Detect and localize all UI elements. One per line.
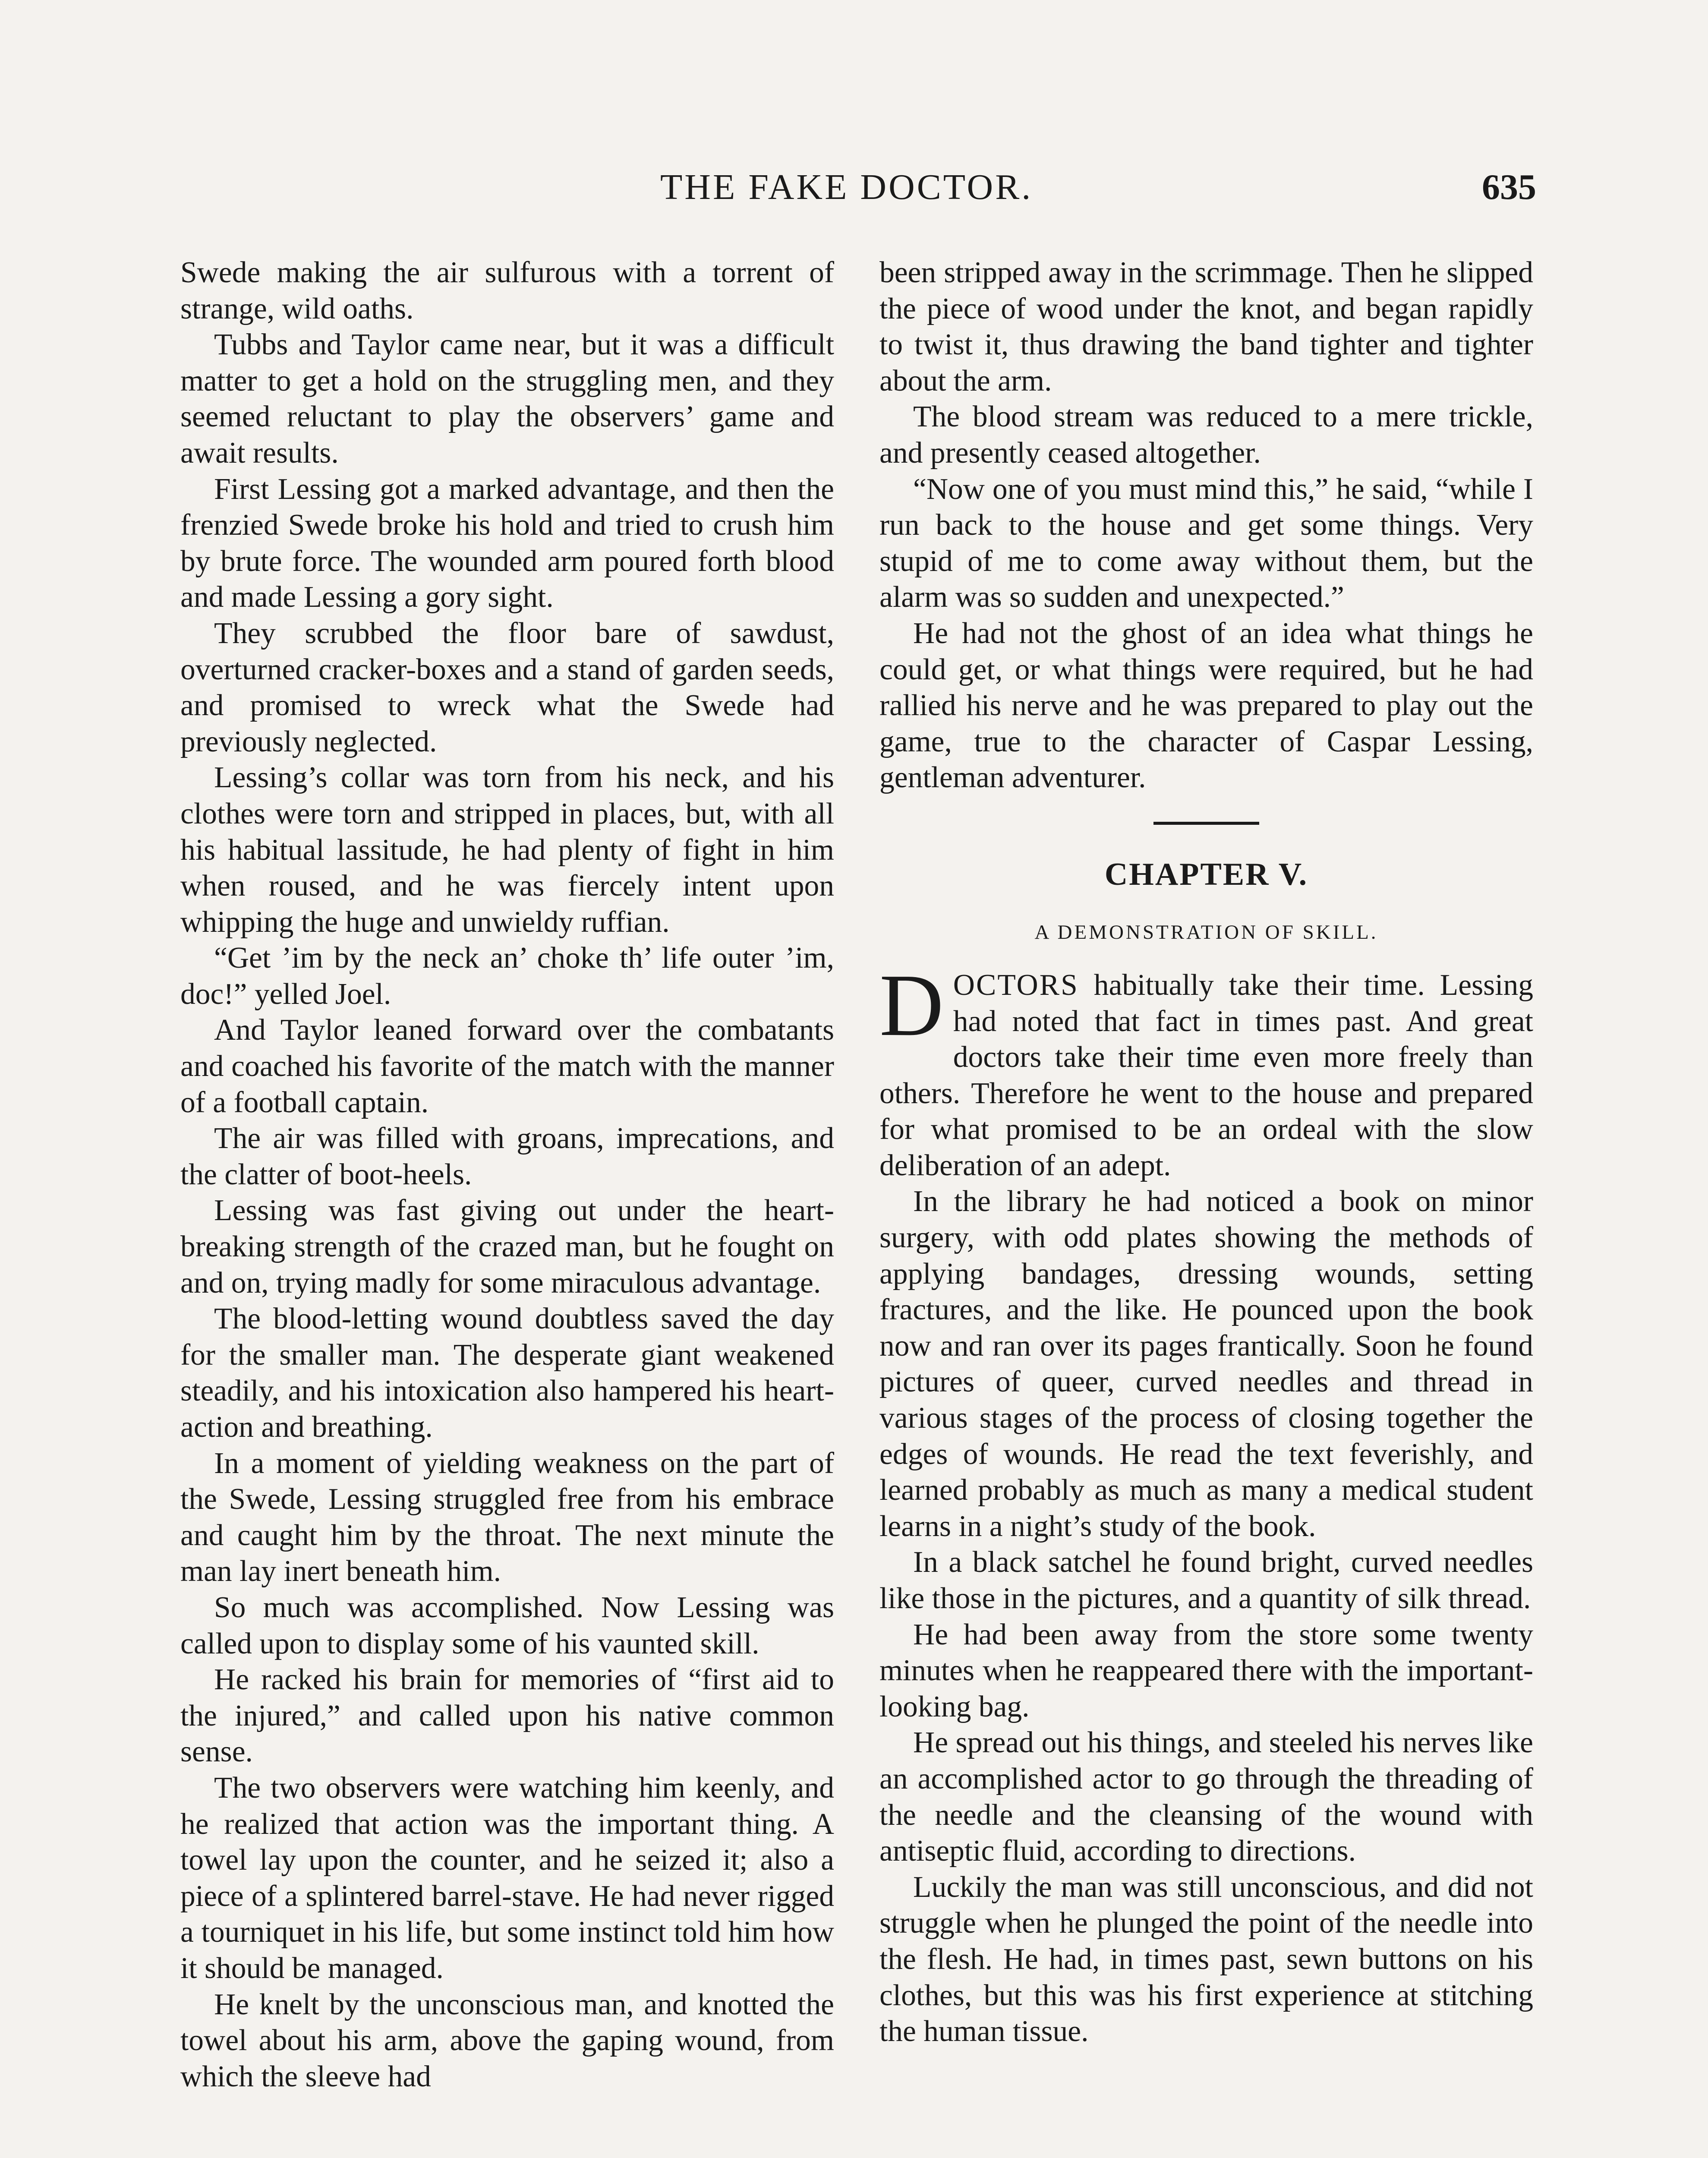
paragraph: In a moment of yielding weakness on the part of the Swede, Lessing struggled free from his embrace and caught him by the throat. The next minute the man lay inert beneath him. bbox=[180, 1446, 834, 1588]
paragraph: The blood-letting wound doubtless saved the day for the smaller man. The desperate giant weakened steadily, and his intoxication also hampered his heart-action and breathing. bbox=[180, 1302, 834, 1444]
paragraph: Lessing was fast giving out under the heart-breaking strength of the crazed man, but he fought on and on, trying madly for some miraculous advantage. bbox=[180, 1194, 834, 1300]
paragraph: The two observers were watching him keenly, and he realized that action was the important thing. A towel lay upon the counter, and he seized it; also a piece of a splintered barrel-stave. He had never rigged a tourniquet in his life, but some instinct told him how it should be managed. bbox=[180, 1771, 834, 1985]
paragraph: And Taylor leaned forward over the combatants and coached his favorite of the match with the manner of a football captain. bbox=[180, 1013, 834, 1119]
page-number: 635 bbox=[1482, 167, 1536, 207]
chapter-opening-paragraph bbox=[879, 955, 1533, 1184]
paragraph: Tubbs and Taylor came near, but it was a difficult matter to get a hold on the struggling men, and they seemed reluctant to play the observers’ game and await results. bbox=[180, 328, 834, 470]
paragraph: Lessing’s collar was torn from his neck, and his clothes were torn and stripped in places, but, with all his habitual lassitude, he had plenty of fight in him when roused, and he was fiercely intent upon whipping the huge and unwieldy ruffian. bbox=[180, 761, 834, 939]
chapter-subtitle: A DEMONSTRATION OF SKILL. bbox=[1034, 921, 1378, 943]
paragraph: been stripped away in the scrimmage. Then he slipped the piece of wood under the knot, and began rapidly to twist it, thus drawing the band tighter and tighter about the arm. bbox=[879, 256, 1533, 398]
paragraph: The air was filled with groans, imprecations, and the clatter of boot-heels. bbox=[180, 1122, 834, 1191]
drop-cap: D bbox=[879, 955, 944, 1054]
left-column bbox=[180, 255, 834, 2095]
paragraph: “Now one of you must mind this,” he said, “while I run back to the house and get some things. Very stupid of me to come away without them, but the alarm was so sudden and unexpected.” bbox=[879, 472, 1533, 614]
paragraph: He knelt by the unconscious man, and knotted the towel about his arm, above the gaping wound, from which the sleeve had bbox=[180, 1988, 834, 2093]
section-divider bbox=[1153, 822, 1259, 825]
paragraph: “Get ’im by the neck an’ choke th’ life outer ’im, doc!” yelled Joel. bbox=[180, 941, 834, 1011]
paragraph: First Lessing got a marked advantage, and then the frenzied Swede broke his hold and tried to crush him by brute force. The wounded arm poured forth blood and made Lessing a gory sight. bbox=[180, 472, 834, 614]
paragraph: Luckily the man was still unconscious, and did not struggle when he plunged the point of the needle into the flesh. He had, in times past, sewn buttons on his clothes, but this was his first experience at stitching the human tissue. bbox=[879, 1870, 1533, 2048]
paragraph: So much was accomplished. Now Lessing was called upon to display some of his vaunted skill. bbox=[180, 1590, 834, 1660]
paragraph: He had not the ghost of an idea what things he could get, or what things were required, but he had rallied his nerve and he was prepared to play out the game, true to the character of Caspar Lessing, gentleman adventurer. bbox=[879, 616, 1533, 795]
paragraph: He had been away from the store some twenty minutes when he reappeared there with the important-looking bag. bbox=[879, 1618, 1533, 1723]
right-column bbox=[879, 255, 1533, 2050]
paragraph: He spread out his things, and steeled his nerves like an accomplished actor to go through the threading of the needle and the cleansing of the wound with antiseptic fluid, according to directions. bbox=[879, 1726, 1533, 1868]
paragraph: The blood stream was reduced to a mere trickle, and presently ceased altogether. bbox=[879, 400, 1533, 470]
paragraph: In a black satchel he found bright, curved needles like those in the pictures, and a quantity of silk thread. bbox=[879, 1546, 1533, 1615]
running-title: THE FAKE DOCTOR. bbox=[660, 167, 1033, 207]
opening-text: habitually take their time. Lessing had noted that fact in times past. And great doctors take their time even more freely than others. Therefore he went to the house and prepared for what promised to be an ordeal with the slow deliberation of an adept. bbox=[879, 968, 1533, 1182]
paragraph: In the library he had noticed a book on minor surgery, with odd plates showing the methods of applying bandages, dressing wounds, setting fractures, and the like. He pounced upon the book now and ran over its pages frantically. Soon he found pictures of queer, curved needles and thread in various stages of the process of closing together the edges of wounds. He read the text feverishly, and learned probably as much as many a medical student learns in a night’s study of the book. bbox=[879, 1185, 1533, 1543]
chapter-title: CHAPTER V. bbox=[1104, 856, 1308, 892]
opening-word: OCTORS bbox=[953, 968, 1079, 1002]
paragraph: Swede making the air sulfurous with a torrent of strange, wild oaths. bbox=[180, 256, 834, 325]
paragraph: He racked his brain for memories of “first aid to the injured,” and called upon his native common sense. bbox=[180, 1663, 834, 1769]
paragraph: They scrubbed the floor bare of sawdust, overturned cracker-boxes and a stand of garden seeds, and promised to wreck what the Swede had previously neglected. bbox=[180, 616, 834, 758]
running-head bbox=[0, 166, 1708, 214]
